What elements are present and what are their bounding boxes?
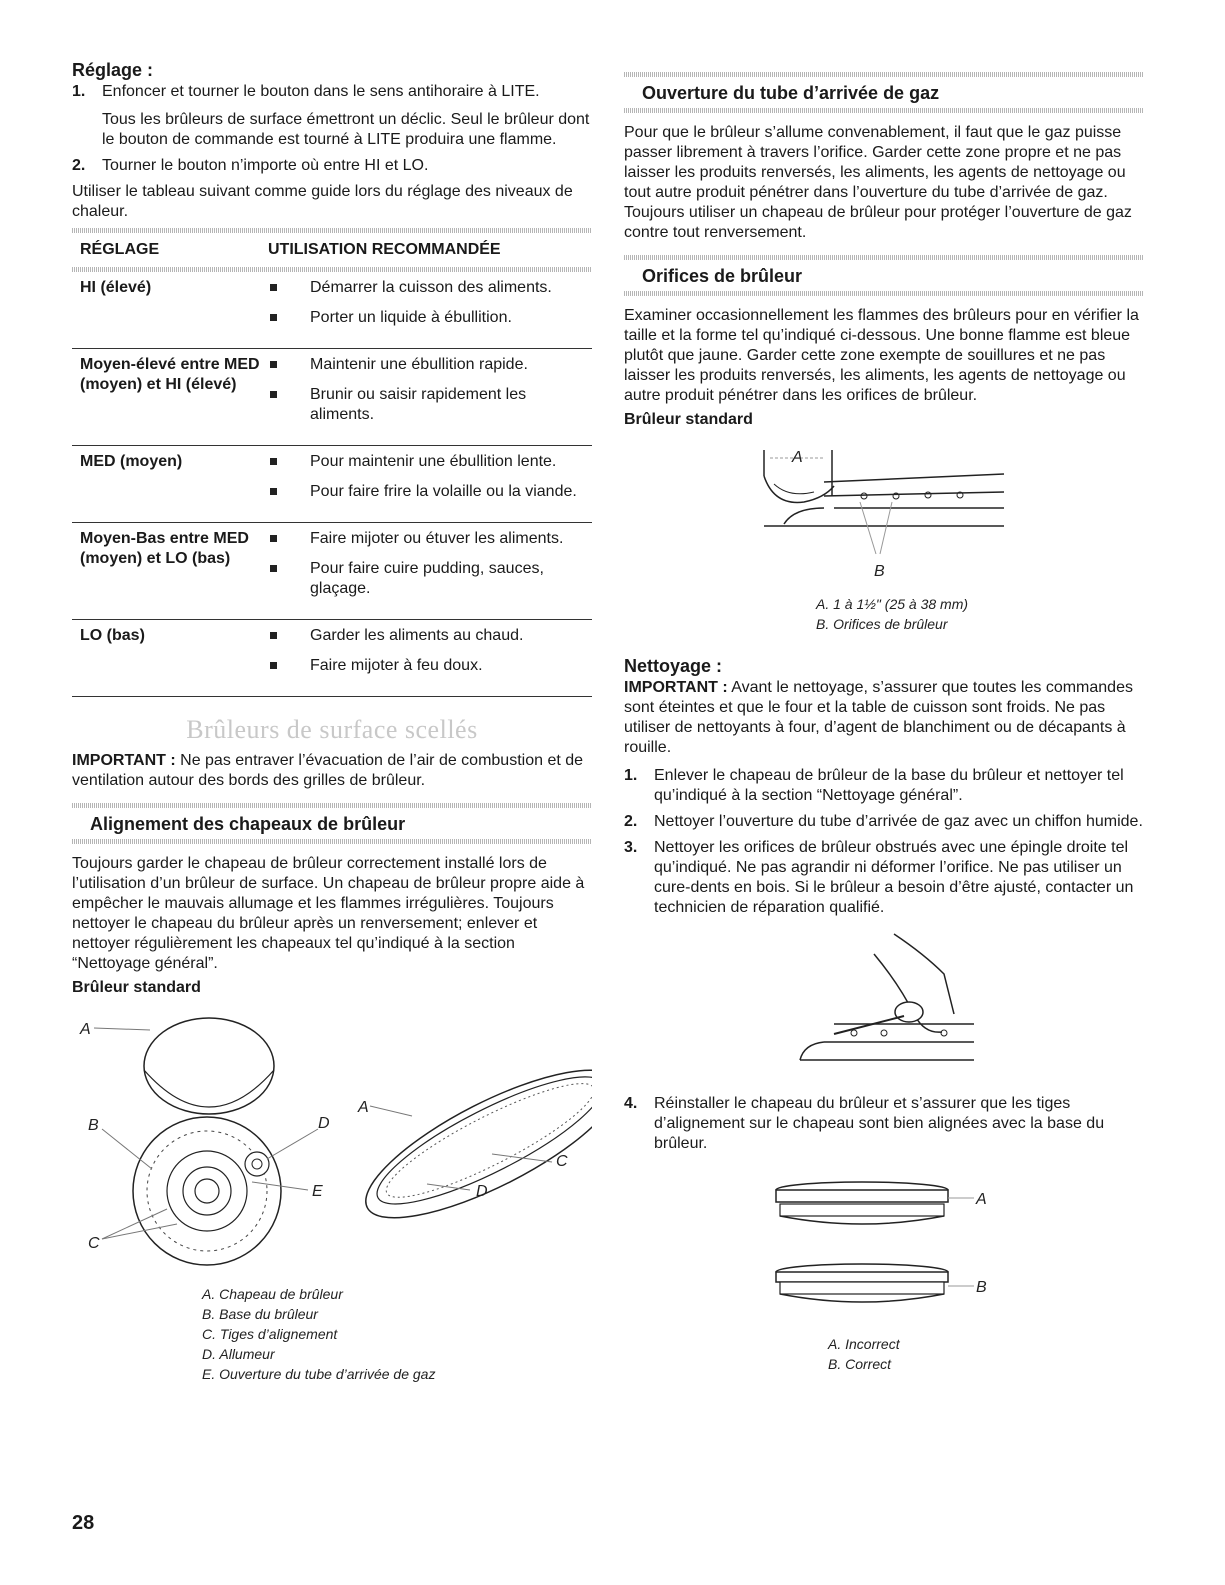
reinstall-step <box>624 1094 1144 1154</box>
uses-cell <box>260 349 592 446</box>
table-row <box>72 446 592 523</box>
caption: B. Orifices de brûleur <box>816 616 948 632</box>
important-text: Avant le nettoyage, s’assurer que toutes les commandes sont éteintes et que le four et la table de cuisson sont froids. Ne pas utiliser de nettoyants à four, d’agent de blanchiment ou de décapants à rouille. <box>624 679 1133 756</box>
step-number: 3. <box>624 839 638 856</box>
fig-label-a: A <box>80 1021 91 1038</box>
orifice-label-a: A <box>792 449 803 466</box>
burner-captions <box>202 1284 592 1384</box>
orifice-diagram <box>624 436 1144 586</box>
table-row <box>72 620 592 697</box>
orifice-label-b: B <box>874 563 885 580</box>
use-item: Brunir ou saisir rapidement les aliments. <box>260 385 592 425</box>
list-item <box>624 812 1144 832</box>
standard-burner-label: Brûleur standard <box>72 979 201 996</box>
important-note <box>72 751 592 791</box>
cleaning-steps <box>624 766 1144 918</box>
use-item: Pour maintenir une ébullition lente. <box>260 452 592 472</box>
caption: A. 1 à 1½" (25 à 38 mm) <box>816 596 969 612</box>
important-label: IMPORTANT : <box>624 679 728 696</box>
fig-label-d2: D <box>476 1183 488 1200</box>
step-number: 1. <box>624 767 638 784</box>
page-number: 28 <box>72 1512 95 1534</box>
important-text: Ne pas entraver l’évacuation de l’air de combustion et de ventilation autour des bords des grilles de brûleur. <box>72 752 584 789</box>
reglage-heading: Réglage : <box>72 60 154 80</box>
orifices-title: Orifices de brûleur <box>642 266 803 286</box>
table-intro: Utiliser le tableau suivant comme guide lors du réglage des niveaux de chaleur. <box>72 183 573 220</box>
heat-settings-table <box>72 235 592 697</box>
column-header-setting: RÉGLAGE <box>80 241 160 258</box>
list-item <box>624 1094 1144 1154</box>
caption: B. Base du brûleur <box>202 1306 318 1322</box>
use-item: Pour faire frire la volaille ou la viande. <box>260 482 592 502</box>
list-item <box>72 156 592 176</box>
table-row <box>72 523 592 620</box>
step-number: 4. <box>624 1095 638 1112</box>
left-column <box>72 60 592 1384</box>
step-text: Réinstaller le chapeau du brûleur et s’assurer que les tiges d’alignement sur le chapeau sont bien alignées avec la base du brûleur. <box>654 1095 1105 1152</box>
caption: A. Incorrect <box>828 1336 900 1352</box>
table-row <box>72 349 592 446</box>
use-item: Garder les aliments au chaud. <box>260 626 592 646</box>
caption: D. Allumeur <box>202 1346 275 1362</box>
burner-diagram <box>72 1004 592 1274</box>
cleaning-important <box>624 678 1144 758</box>
step-text: Nettoyer les orifices de brûleur obstrués avec une épingle droite tel qu’indiqué. Ne pas agrandir ni déformer l’orifice. Ne pas utiliser un cure-dents en bois. Si le brûleur a besoin d’être ajusté, contacter un technicien de réparation qualifié. <box>654 839 1134 916</box>
important-label: IMPORTANT : <box>72 752 176 769</box>
table-row <box>72 272 592 349</box>
caption: C. Tiges d’alignement <box>202 1326 338 1342</box>
setting-cell: MED (moyen) <box>72 446 260 523</box>
orifices-text: Examiner occasionnellement les flammes des brûleurs pour en vérifier la taille et la forme tel qu’indiqué ci-dessous. Une bonne flamme est bleue plutôt que jaune. Garder cette zone exempte de souillures et ne pas laisser les produits renversés, les aliments, les agents de nettoyage ou autre produit pénétrer dans les orifices de brûleur. <box>624 307 1139 404</box>
use-item: Faire mijoter ou étuver les aliments. <box>260 529 592 549</box>
list-item <box>72 82 592 150</box>
list-item <box>624 838 1144 918</box>
alignment-text: Toujours garder le chapeau de brûleur correctement installé lors de l’utilisation d’un brûleur de surface. Un chapeau de brûleur propre aide à empêcher le mauvais allumage et les flammes irrégulières. Toujours nettoyer le chapeau du brûleur après un renversement; enlever et nettoyer régulièrement les chapeaux tel qu’indiqué à la section “Nettoyage général”. <box>72 855 585 972</box>
uses-cell <box>260 272 592 349</box>
use-item: Faire mijoter à feu doux. <box>260 656 592 676</box>
fig-label-e: E <box>312 1183 323 1200</box>
step-text: Enfoncer et tourner le bouton dans le sens antihoraire à LITE. <box>102 83 540 100</box>
right-column <box>624 72 1144 1374</box>
list-item <box>624 766 1144 806</box>
use-item: Pour faire cuire pudding, sauces, glaçage. <box>260 559 592 599</box>
hatch-divider <box>624 108 1144 113</box>
standard-burner-label: Brûleur standard <box>624 411 753 428</box>
caption: E. Ouverture du tube d’arrivée de gaz <box>202 1366 436 1382</box>
step-number: 2. <box>624 813 638 830</box>
step-text: Tourner le bouton n’importe où entre HI et LO. <box>102 157 429 174</box>
setting-cell: LO (bas) <box>72 620 260 697</box>
align-label-a: A <box>976 1191 987 1208</box>
alignment-captions <box>828 1334 1144 1374</box>
gas-tube-text: Pour que le brûleur s’allume convenablement, il faut que le gaz puisse passer librement à travers l’orifice. Garder cette zone propre et ne pas laisser les produits renversés, les aliments, les agents de nettoyage ou tout autre produit pénétrer dans l’ouverture du tube d’arrivée de gaz. Toujours utiliser un chapeau de brûleur pour protéger l’ouverture de gaz contre tout renversement. <box>624 124 1132 241</box>
hatch-divider <box>72 228 592 233</box>
fig-label-a2: A <box>358 1099 369 1116</box>
uses-cell <box>260 523 592 620</box>
column-header-use: UTILISATION RECOMMANDÉE <box>268 241 501 258</box>
setting-cell: Moyen-Bas entre MED (moyen) et LO (bas) <box>72 523 260 620</box>
fig-label-c: C <box>88 1235 100 1252</box>
sealed-burners-title: Brûleurs de surface scellés <box>186 715 478 744</box>
uses-cell <box>260 446 592 523</box>
fig-label-d: D <box>318 1115 330 1132</box>
fig-label-c2: C <box>556 1153 568 1170</box>
align-label-b: B <box>976 1279 987 1296</box>
alignment-title: Alignement des chapeaux de brûleur <box>90 814 406 834</box>
hatch-divider <box>72 839 592 844</box>
caption: B. Correct <box>828 1356 892 1372</box>
caption: A. Chapeau de brûleur <box>202 1286 343 1302</box>
cap-alignment-diagram <box>624 1168 1144 1348</box>
setting-cell: Moyen-élevé entre MED (moyen) et HI (élevé) <box>72 349 260 446</box>
orifice-captions <box>816 594 1144 634</box>
setting-cell: HI (élevé) <box>72 272 260 349</box>
fig-label-b: B <box>88 1117 99 1134</box>
uses-cell <box>260 620 592 697</box>
use-item: Porter un liquide à ébullition. <box>260 308 592 328</box>
step-number: 2. <box>72 157 86 174</box>
use-item: Maintenir une ébullition rapide. <box>260 355 592 375</box>
step-text: Enlever le chapeau de brûleur de la base du brûleur et nettoyer tel qu’indiqué à la section “Nettoyage général”. <box>654 767 1124 804</box>
gas-tube-title: Ouverture du tube d’arrivée de gaz <box>642 83 940 103</box>
reglage-steps <box>72 82 592 176</box>
hatch-divider <box>624 291 1144 296</box>
step-text: Nettoyer l’ouverture du tube d’arrivée de gaz avec un chiffon humide. <box>654 813 1143 830</box>
pin-cleaning-illustration <box>624 924 1144 1074</box>
use-item: Démarrer la cuisson des aliments. <box>260 278 592 298</box>
step-subtext: Tous les brûleurs de surface émettront un déclic. Seul le brûleur dont le bouton de commande est tourné à LITE produira une flamme. <box>102 111 590 148</box>
step-number: 1. <box>72 83 86 100</box>
cleaning-heading: Nettoyage : <box>624 656 723 676</box>
